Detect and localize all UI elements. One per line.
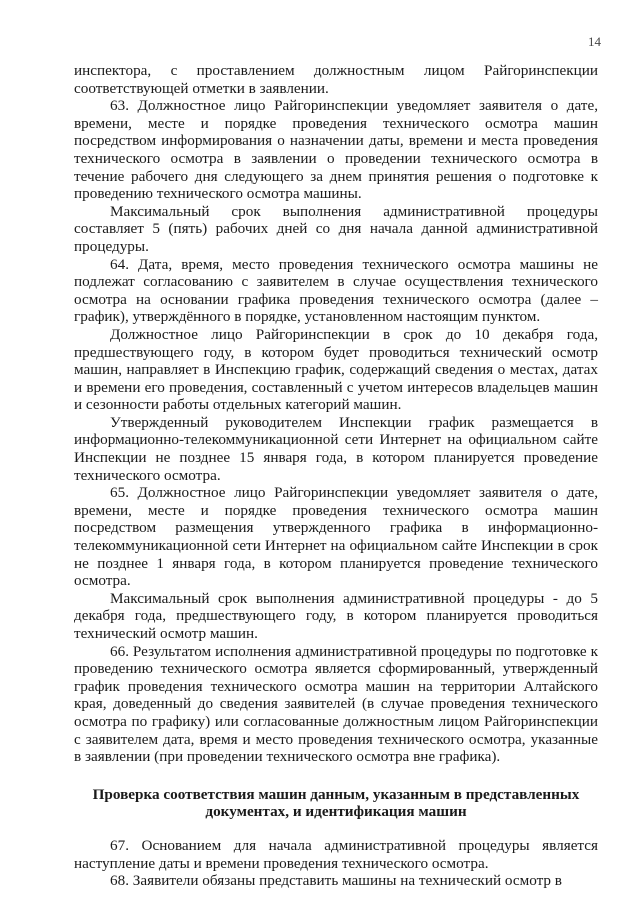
- paragraph-66: 66. Результатом исполнения административной процедуры по подготовке к проведению технического осмотра является сформированный, утвержденный график проведения технического осмотра машин на территории Алтайского края, доведенный до сведения заявителей (в случае проведения технического осмотра по графику) или согласованные должностным лицом Райгоринспекции с заявителем дата, время и место проведения технического осмотра, указанные в заявлении (при проведении технического осмотра вне графика).: [74, 642, 598, 766]
- paragraph-continuation: инспектора, с проставлением должностным лицом Райгоринспекции соответствующей отметки в заявлении.: [74, 62, 598, 97]
- paragraph-64-schedule: Должностное лицо Райгоринспекции в срок до 10 декабря года, предшествующего году, в котором будет проводиться технический осмотр машин, направляет в Инспекцию график, содержащий сведения о местах, датах и времени его проведения, составленный с учетом интересов владельцев машин и сезонности работы отдельных категорий машин.: [74, 325, 598, 414]
- paragraph-65: 65. Должностное лицо Райгоринспекции уведомляет заявителя о дате, времени, месте и порядке проведения технического осмотра машин посредством размещения утвержденного графика в информационно-телекоммуникационной сети Интернет на официальном сайте Инспекции в срок не позднее 1 января года, в котором планируется проведение технического осмотра.: [74, 484, 598, 590]
- paragraph-67: 67. Основанием для начала административной процедуры является наступление даты и времени проведения технического осмотра.: [74, 836, 598, 872]
- paragraph-63: 63. Должностное лицо Райгоринспекции уведомляет заявителя о дате, времени, месте и порядке проведения технического осмотра машин посредством информирования о назначении даты, времени и места проведения технического осмотра в заявлении о проведении технического осмотра в течение рабочего дня следующего за днем принятия решения о подготовке к проведению технического осмотра машины.: [74, 97, 598, 203]
- paragraph-64-publication: Утвержденный руководителем Инспекции график размещается в информационно-телекоммуникационной сети Интернет на официальном сайте Инспекции не позднее 15 января года, в котором планируется проведение технического осмотра.: [74, 413, 598, 484]
- paragraph-68: 68. Заявители обязаны представить машины на технический осмотр в: [110, 872, 562, 890]
- section-heading: Проверка соответствия машин данным, указанным в представленных документах, и идентификация машин: [92, 785, 580, 821]
- paragraph-65-deadline: Максимальный срок выполнения административной процедуры - до 5 декабря года, предшествующего году, в котором планируется проводиться технический осмотр машин.: [74, 589, 598, 642]
- paragraph-64: 64. Дата, время, место проведения технического осмотра машины не подлежат согласованию с заявителем в случае осуществления технического осмотра на основании графика проведения технического осмотра (далее – график), утверждённого в порядке, установленном настоящим пунктом.: [74, 255, 598, 326]
- paragraph-63-deadline: Максимальный срок выполнения административной процедуры составляет 5 (пять) рабочих дней со дня начала данной административной процедуры.: [74, 202, 598, 255]
- page-number: 14: [588, 34, 601, 49]
- document-body: [74, 62, 598, 890]
